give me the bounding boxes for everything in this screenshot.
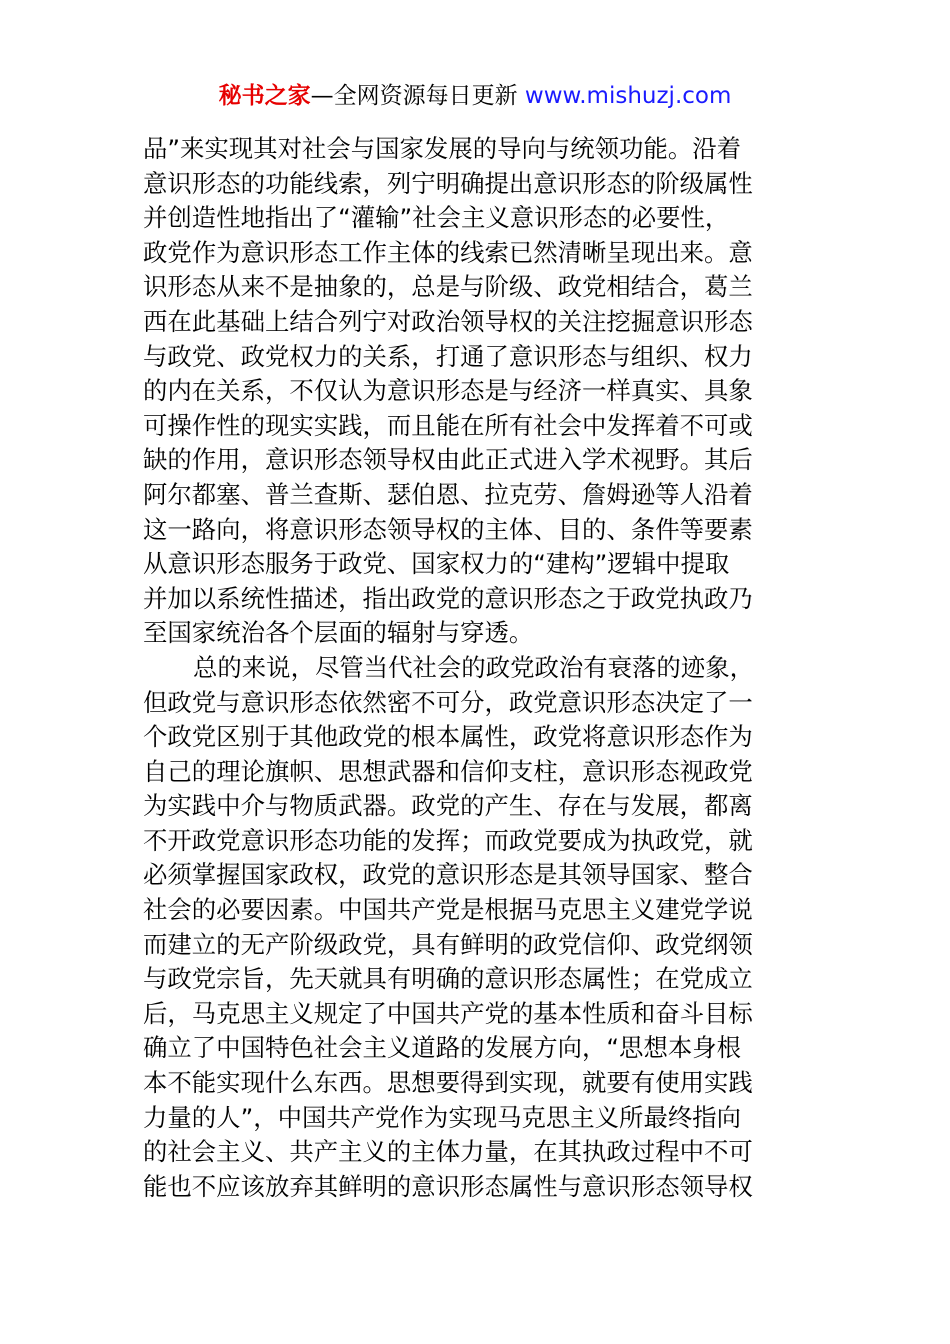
text-line: 力量的人”，中国共产党作为实现马克思主义所最终指向 (143, 1102, 742, 1132)
text-line: 社会的必要因素。中国共产党是根据马克思主义建党学说 (143, 895, 753, 925)
text-line: 自己的理论旗帜、思想武器和信仰支柱，意识形态视政党 (143, 756, 753, 786)
paragraph (143, 651, 807, 1205)
text-line: 个政党区别于其他政党的根本属性，政党将意识形态作为 (143, 722, 753, 752)
text-line: 总的来说，尽管当代社会的政党政治有衰落的迹象， (193, 652, 754, 682)
text-line: 本不能实现什么东西。思想要得到实现，就要有使用实践 (143, 1068, 753, 1098)
site-header (0, 80, 950, 112)
text-line: 确立了中国特色社会主义道路的发展方向，“思想本身根 (143, 1033, 742, 1063)
text-line: 能也不应该放弃其鲜明的意识形态属性与意识形态领导权 (143, 1171, 753, 1201)
text-line: 并加以系统性描述，指出政党的意识形态之于政党执政乃 (143, 583, 753, 613)
text-line: 缺的作用，意识形态领导权由此正式进入学术视野。其后 (143, 445, 753, 475)
text-line: 西在此基础上结合列宁对政治领导权的关注挖掘意识形态 (143, 306, 753, 336)
paragraph (143, 132, 807, 651)
text-line: 并创造性地指出了“灌输”社会主义意识形态的必要性， (143, 203, 730, 233)
text-line: 从意识形态服务于政党、国家权力的“建构”逻辑中提取 (143, 549, 730, 579)
text-line: 这一路向，将意识形态领导权的主体、目的、条件等要素 (143, 514, 753, 544)
article-body (143, 132, 807, 1204)
text-line: 与政党、政党权力的关系，打通了意识形态与组织、权力 (143, 341, 753, 371)
site-tagline: —全网资源每日更新 (310, 83, 518, 109)
text-line: 至国家统治各个层面的辐射与穿透。 (143, 618, 534, 648)
text-line: 后，马克思主义规定了中国共产党的基本性质和奋斗目标 (143, 998, 753, 1028)
text-line: 的社会主义、共产主义的主体力量，在其执政过程中不可 (143, 1137, 753, 1167)
text-line: 阿尔都塞、普兰查斯、瑟伯恩、拉克劳、詹姆逊等人沿着 (143, 479, 753, 509)
text-line: 可操作性的现实实践，而且能在所有社会中发挥着不可或 (143, 410, 753, 440)
text-line: 但政党与意识形态依然密不可分，政党意识形态决定了一 (143, 687, 753, 717)
text-line: 为实践中介与物质武器。政党的产生、存在与发展，都离 (143, 791, 753, 821)
text-line: 意识形态的功能线索，列宁明确提出意识形态的阶级属性 (143, 168, 753, 198)
text-line: 政党作为意识形态工作主体的线索已然清晰呈现出来。意 (143, 237, 753, 267)
text-line: 与政党宗旨，先天就具有明确的意识形态属性；在党成立 (143, 964, 753, 994)
text-line: 而建立的无产阶级政党，具有鲜明的政党信仰、政党纲领 (143, 929, 753, 959)
text-line: 识形态从来不是抽象的，总是与阶级、政党相结合，葛兰 (143, 272, 753, 302)
text-line: 不开政党意识形态功能的发挥；而政党要成为执政党，就 (143, 825, 753, 855)
text-line: 必须掌握国家政权，政党的意识形态是其领导国家、整合 (143, 860, 753, 890)
site-url-link[interactable]: www.mishuzj.com (524, 83, 732, 109)
text-line: 品”来实现其对社会与国家发展的导向与统领功能。沿着 (143, 134, 742, 163)
text-line: 的内在关系，不仅认为意识形态是与经济一样真实、具象 (143, 376, 753, 406)
site-brand: 秘书之家 (218, 83, 311, 109)
